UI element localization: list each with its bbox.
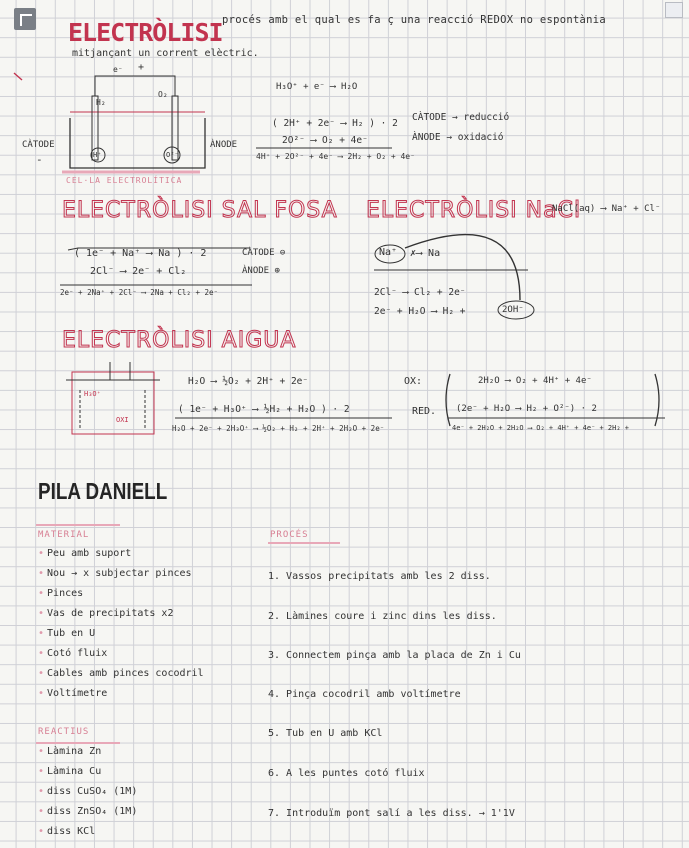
material-item: • Tub en U bbox=[38, 628, 95, 639]
nacl-r1: 2Cl⁻ ⟶ Cl₂ + 2e⁻ bbox=[374, 287, 466, 298]
electron-label: e⁻ bbox=[113, 65, 123, 74]
reactiu-item: • Làmina Cu bbox=[38, 766, 101, 777]
aigua-r1: H₂O ⟶ ½O₂ + 2H⁺ + 2e⁻ bbox=[188, 376, 309, 387]
h-ion-label: H⁺ bbox=[93, 151, 102, 159]
o2-label: O₂ bbox=[158, 90, 168, 99]
salfosa-cathode: CÀTODE ⊖ bbox=[242, 248, 286, 258]
cell-caption: CEL·LA ELECTROLÍTICA bbox=[66, 176, 183, 185]
definition-line-2: mitjançant un corrent elèctric. bbox=[72, 48, 259, 59]
step-item: 5. Tub en U amb KCl bbox=[268, 728, 383, 739]
material-item: • Pinces bbox=[38, 588, 83, 599]
step-item: 4. Pinça cocodril amb voltímetre bbox=[268, 689, 461, 700]
red-label: RED. bbox=[412, 406, 437, 417]
material-item: • Vas de precipitats x2 bbox=[38, 608, 173, 619]
nacl-dissoc: NaCl(aq) ⟶ Na⁺ + Cl⁻ bbox=[552, 204, 661, 214]
cathode-label: CÀTODE bbox=[22, 140, 55, 150]
reactiu-item: • diss ZnSO₄ (1M) bbox=[38, 806, 137, 817]
minus-sign: - bbox=[36, 153, 43, 166]
aigua-r3: H₂O + 2e⁻ + 2H₃O⁺ ⟶ ½O₂ + H₂ + 2H⁺ + 2H₂O + 2e⁻ bbox=[172, 424, 385, 433]
salfosa-r1: ( 1e⁻ + Na⁺ ⟶ Na ) · 2 bbox=[74, 248, 207, 259]
proces-heading: PROCÉS bbox=[270, 530, 309, 540]
aigua-b1: 2H₂O ⟶ O₂ + 4H⁺ + 4e⁻ bbox=[478, 376, 592, 386]
material-item: • Voltímetre bbox=[38, 688, 107, 699]
reaction-total: 4H⁺ + 2O²⁻ + 4e⁻ ⟶ 2H₂ + O₂ + 4e⁻ bbox=[256, 152, 415, 161]
daniell-title: PILA DANIELL bbox=[38, 478, 168, 504]
reactiu-item: • diss KCl bbox=[38, 826, 95, 837]
reaction-h3o: H₃O⁺ + e⁻ ⟶ H₂O bbox=[276, 82, 358, 92]
oxi-label: OXI bbox=[116, 416, 129, 424]
reaction-anode: 2O²⁻ ⟶ O₂ + 4e⁻ bbox=[282, 135, 368, 146]
material-heading: MATERIAL bbox=[38, 530, 90, 540]
nacl-title: ELECTRÒLISI NaCl bbox=[366, 198, 582, 223]
na-ion: Na⁺ bbox=[379, 247, 398, 258]
reaction-cathode: ( 2H⁺ + 2e⁻ ⟶ H₂ ) · 2 bbox=[272, 118, 398, 129]
note-cathode: CÀTODE → reducció bbox=[412, 112, 510, 123]
step-item: 1. Vassos precipitats amb les 2 diss. bbox=[268, 571, 491, 582]
salfosa-r2: 2Cl⁻ ⟶ 2e⁻ + Cl₂ bbox=[90, 266, 187, 277]
o-ion-label: O²⁻ bbox=[166, 151, 179, 159]
aigua-title: ELECTRÒLISI AIGUA bbox=[62, 328, 297, 353]
aigua-b3: 4e⁻ + 2H₂O + 2H₂O ⟶ O₂ + 4H⁺ + 4e⁻ + 2H₂ + bbox=[452, 424, 630, 432]
reactiu-item: • diss CuSO₄ (1M) bbox=[38, 786, 137, 797]
step-item: 7. Introduïm pont salí a les diss. → 1'1V bbox=[268, 808, 515, 819]
aigua-r2: ( 1e⁻ + H₃O⁺ ⟶ ½H₂ + H₂O ) · 2 bbox=[178, 404, 350, 415]
anode-label: ÀNODE bbox=[210, 140, 238, 150]
material-item: • Nou → x subjectar pinces bbox=[38, 568, 192, 579]
nacl-r2: 2e⁻ + H₂O ⟶ H₂ + bbox=[374, 306, 466, 317]
step-item: 2. Làmines coure i zinc dins les diss. bbox=[268, 611, 497, 622]
na-not: ✗⟶ Na bbox=[410, 248, 441, 259]
material-item: • Cables amb pinces cocodril bbox=[38, 668, 204, 679]
step-item: 6. A les puntes cotó fluix bbox=[268, 768, 425, 779]
reactius-heading: REACTIUS bbox=[38, 727, 90, 737]
definition-line-1: procés amb el qual es fa ç una reacció REDOX no espontània bbox=[222, 14, 607, 26]
h2-label: H₂ bbox=[96, 98, 106, 107]
note-anode: ÀNODE → oxidació bbox=[412, 132, 504, 143]
reactiu-item: • Làmina Zn bbox=[38, 746, 101, 757]
salfosa-total: 2e⁻ + 2Na⁺ + 2Cl⁻ ⟶ 2Na + Cl₂ + 2e⁻ bbox=[60, 288, 219, 297]
material-item: • Peu amb suport bbox=[38, 548, 131, 559]
salfosa-anode: ÀNODE ⊕ bbox=[242, 266, 280, 276]
material-item: • Cotó fluix bbox=[38, 648, 107, 659]
aigua-b2: (2e⁻ + H₂O ⟶ H₂ + O²⁻) · 2 bbox=[456, 404, 597, 414]
ox-label: OX: bbox=[404, 376, 423, 387]
page-title: ELECTRÒLISI bbox=[68, 18, 223, 47]
h3o-label: H₃O⁺ bbox=[84, 390, 101, 398]
salfosa-title: ELECTRÒLISI SAL FOSA bbox=[62, 198, 338, 223]
step-item: 3. Connectem pinça amb la placa de Zn i Cu bbox=[268, 650, 521, 661]
plus-label: + bbox=[138, 62, 145, 73]
oh-ion: 2OH⁻ bbox=[502, 305, 524, 315]
